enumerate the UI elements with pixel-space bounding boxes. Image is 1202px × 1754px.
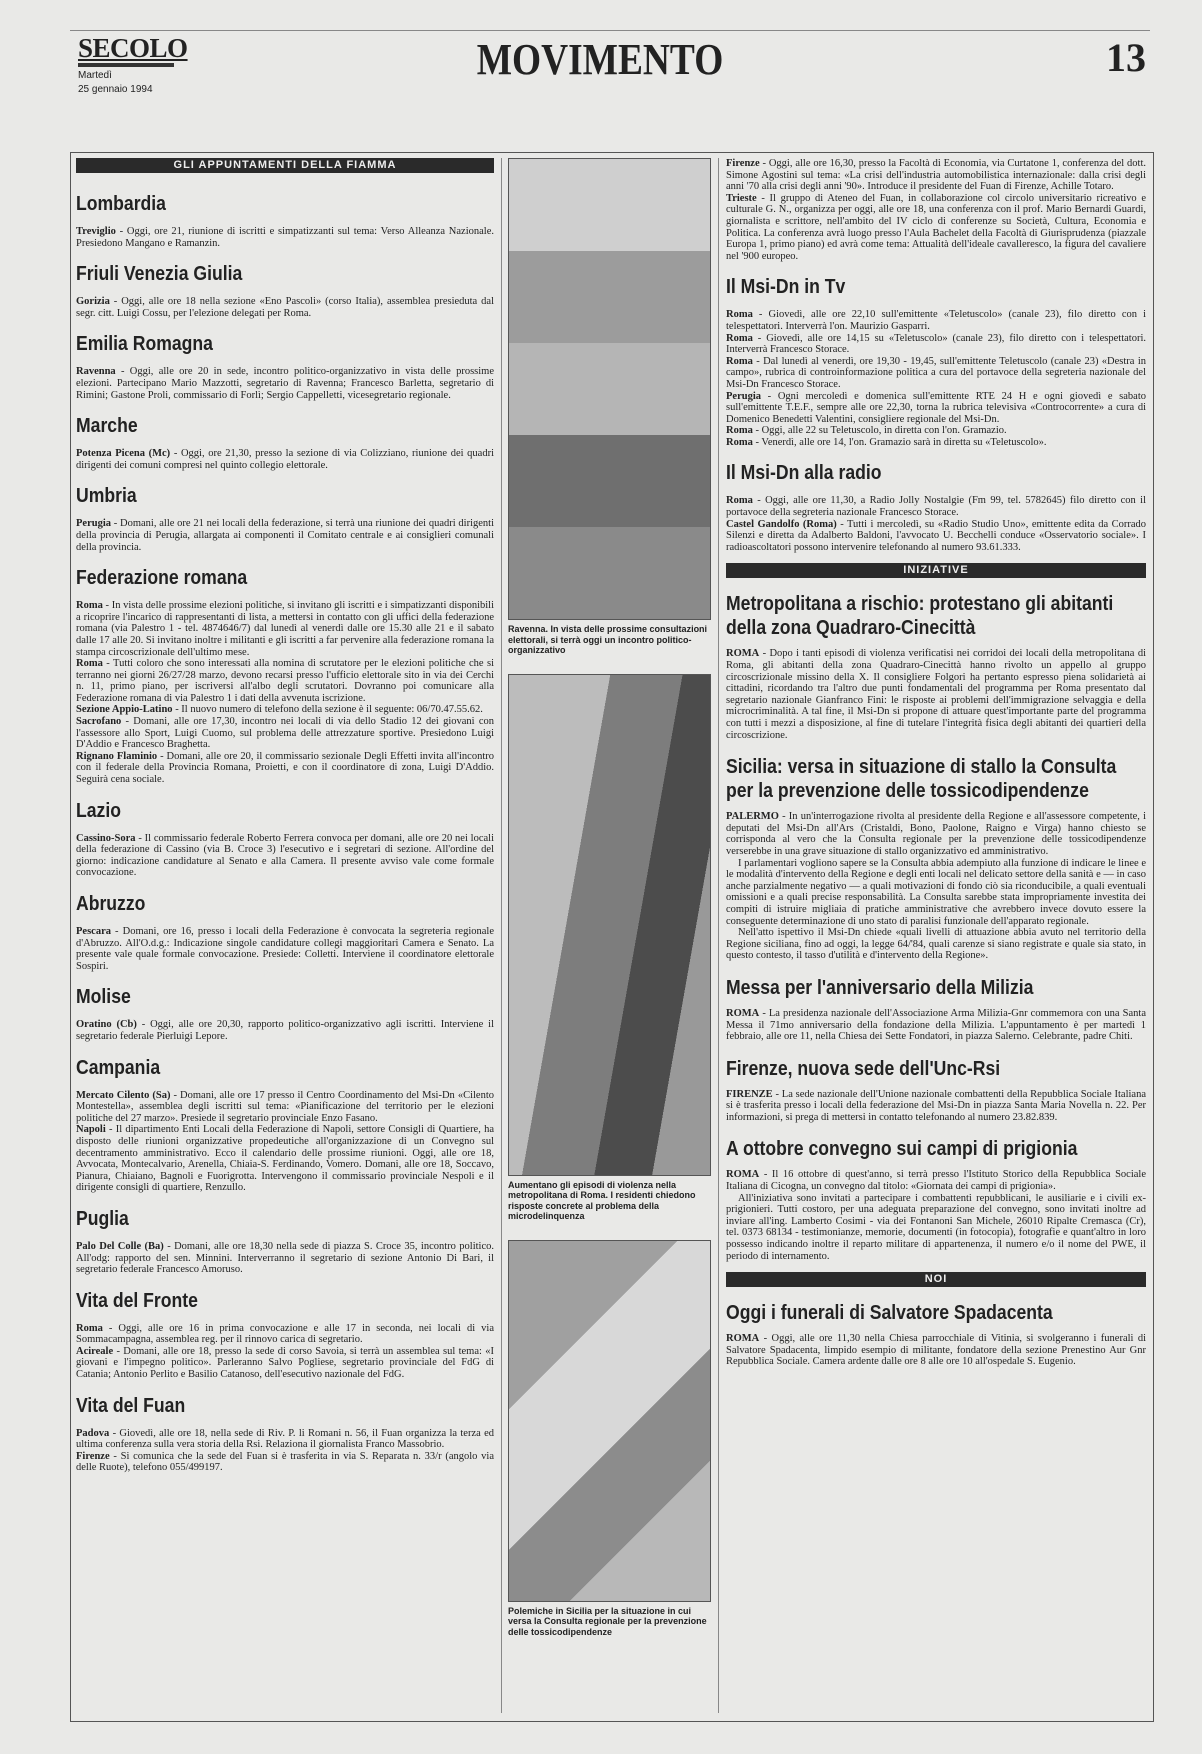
paragraph: [76, 1019, 494, 1042]
paragraph-text: All'iniziativa sono invitati a partecipare i combattenti repubblicani, le ausiliarie e i civili ex-prigionieri. Tutti costoro, per una adeguata preparazione del convegno, sono invitati inoltre ad inviare all'ing. Lamberto Cosimi - via dei Fontanoni San Michele, 26010 Ripalte Cremasca (Cr), tel. 0373 68134 - testimonianze, memorie, documenti (in fotocopia), fotografie e quant'altro in loro possesso indicando inoltre il reparto militare di appartenenza, il numero e/o il nome del PWE, il periodo di internamento.: [726, 1192, 1146, 1262]
paragraph: [76, 716, 494, 751]
place-name: Mercato Cilento (Sa): [76, 1089, 171, 1101]
place-name: Gorizia: [76, 296, 110, 308]
place-name: Roma: [726, 355, 753, 367]
paragraph-text: - Domani, alle ore 17,30, incontro nei locali di via dello Stadio 12 dei giovani con l'assessore allo Sport, Luigi Cuomo, sul problema delle attrezzature sportive. Presiedono Luigi D'Addio e Francesco Braghetta.: [76, 716, 494, 751]
region-heading: Abruzzo: [76, 893, 146, 915]
article-headline: Sicilia: versa in situazione di stallo la Consulta per la prevenzione delle tossicodipendenze: [726, 756, 1117, 803]
articles-list: [726, 592, 1146, 1262]
paragraph-text: - Dopo i tanti episodi di violenza verificatisi nei corridoi dei locali della metropolitana di Roma, gli abitanti della zona Quadraro-Cinecittà hanno rivolto un appello al gruppo circoscrizionale missino della X. Il consigliere Folgori ha pertanto espresso piena solidarietà ai cittadini, ricordando tra l'altro due punti fondamentali del programma per Roma presentato dal segretario nazionale Gianfranco Fini: le risposte ai problemi dell'immigrazione selvaggia e della microcriminalità. A tal fine, il Msi-Dn si propone di attuare quest'importante parte del programma con tutti i mezzi a disposizione, al fine di tutelare l'integrità fisica degli abitanti dei quartieri della circoscrizione.: [726, 648, 1146, 741]
column-rule-left: [501, 158, 502, 1713]
radio-items: [726, 495, 1146, 553]
paragraph: [76, 1346, 494, 1381]
issue-day: Martedì: [78, 70, 112, 81]
article-headline: Metropolitana a rischio: protestano gli abitanti della zona Quadraro-Cinecittà: [726, 593, 1114, 640]
paragraph-text: - Domani, alle ore 20, il commissario sezionale Degli Effetti invita all'incontro con il federale della Provincia Romana, Proietti, e con il coordinatore di zona, Luigi D'Addio. Seguirà cena sociale.: [76, 750, 494, 786]
paragraph: [726, 519, 1146, 554]
photo-caption: Ravenna. In vista delle prossime consultazioni elettorali, si terrà oggi un incontro politico-organizzativo: [508, 624, 708, 655]
place-name: Firenze: [76, 1450, 110, 1462]
region-heading: Vita del Fronte: [76, 1289, 198, 1312]
place-name: Roma: [76, 1322, 103, 1334]
place-name: ROMA: [726, 648, 760, 660]
paragraph-text: - Giovedì, alle ore 14,15 su «Teletuscolo» (canale 23), filo diretto con i telespettatori. Interverrà Francesco Storace.: [726, 332, 1146, 356]
paragraph: [726, 1169, 1146, 1192]
place-name: Napoli: [76, 1124, 106, 1136]
paragraph-text: - Giovedì, alle ore 18, nella sede di Riv. P. li Romani n. 56, il Fuan organizza la terza ed ultima conferenza sulla vera storia della Rsi. Relaziona il giornalista Franco Massobrio.: [76, 1427, 494, 1451]
paragraph: [76, 751, 494, 786]
paragraph: [76, 1090, 494, 1125]
paragraph: [76, 1428, 494, 1451]
paragraph: [76, 600, 494, 658]
place-name: Acireale: [76, 1345, 114, 1357]
paragraph-text: - Venerdì, alle ore 14, l'on. Gramazio sarà in diretta su «Teletuscolo».: [752, 436, 1047, 448]
place-name: Roma: [76, 600, 103, 612]
paragraph-text: - Domani, ore 16, presso i locali della Federazione è convocata la segreteria regionale d'Abruzzo. All'O.d.g.: Indicazione singole candidature collegi maggioritari Camera e Senato. La presente vale quale formale convocazione. Presiede: Colletti. Interviene il coordinatore elettorale Sospiri.: [76, 926, 494, 972]
place-name: Pescara: [76, 926, 111, 937]
paragraph-text: - Oggi, alle ore 16 in prima convocazione e alle 17 in seconda, nei locali di via Sommacampagna, assemblea reg. per il rinnovo carica di segretario.: [76, 1322, 494, 1346]
paragraph-text: - In un'interrogazione rivolta al presidente della Regione e all'assessore competente, i deputati del Msi-Dn all'Ars (Cristaldi, Bono, Paolone, Raigno e Virga) hanno chiesto se corrisponda al vero che la Consulta regionale per la prevenzione delle tossicodipendenze verserebbe in una grave situazione di stallo organizzativo ed amministrativo.: [726, 811, 1146, 857]
paragraph-text: - La presidenza nazionale dell'Associazione Arma Milizia-Gnr commemora con una Santa Messa il 71mo anniversario della fondazione della Milizia. L'appuntamento è per martedì 1 febbraio, alle ore 11, nella Chiesa dei Sette Fondatori, in piazza Salerno. Celebrante, padre Chiti.: [726, 1007, 1146, 1043]
paragraph: [726, 425, 1146, 437]
place-name: Castel Gandolfo (Roma): [726, 518, 837, 530]
paragraph: [726, 333, 1146, 356]
place-name: Cassino-Sora: [76, 832, 136, 844]
region-heading: Marche: [76, 415, 138, 438]
photo-caption: Aumentano gli episodi di violenza nella metropolitana di Roma. I residenti chiedono risposte concrete al problema della microdelinquenza: [508, 1179, 696, 1221]
region-heading: Campania: [76, 1056, 161, 1079]
paragraph-text: - Il gruppo di Ateneo del Fuan, in collaborazione col circolo universitario ricreativo e culturale G. N., organizza per oggi, alle ore 18, una conferenza con il prof. Mario Bernardi Guardi, giornalista e scrittore, nell'ambito del IV ciclo di conferenze su Società, Cultura, Economia e Politica. La conferenza avrà luogo presso l'Aula Bachelet della Facoltà di Giurisprudenza (piazzale Europa 1, primo piano) ed avrà come tema: Attualità dell'ideale cavalleresco, la figura del cavaliere nel '900 europeo.: [726, 192, 1146, 262]
paragraph-text: - Oggi, alle ore 20,30, rapporto politico-organizzativo agli iscritti. Interviene il segretario federale Pierluigi Lepore.: [76, 1019, 495, 1042]
regions-list: [76, 193, 494, 1474]
paragraph-text: - Il 16 ottobre di quest'anno, si terrà presso l'Istituto Storico della Repubblica Sociale Italiana di Cicogna, un convegno dal titolo: «Giornata dei campi di prigionia».: [726, 1169, 1146, 1193]
place-name: Palo Del Colle (Ba): [76, 1240, 164, 1252]
place-name: Sezione Appio-Latino: [76, 704, 173, 716]
paragraph: [76, 658, 494, 704]
paragraph: [76, 1323, 494, 1346]
paragraph-text: I parlamentari vogliono sapere se la Consulta abbia adempiuto alla funzione di indicare le linee e le modalità d'intervento della Regione e degli enti locali nel delicato settore della sanità e — in caso anche parzialmente negativo — a quali motivazioni di fondo ciò sia riconducibile, a quali eventuali omissioni e a quali precise responsabilità. La Consulta sarebbe stata impropriamente investita dei compiti di istruire migliaia di pratiche amministrative che avrebbero invece dovuto essere la conseguente determinazione di uno stato di paralisi funzionale dell'apparato regionale.: [726, 857, 1146, 927]
paragraph-text: - Oggi, alle ore 16,30, presso la Facoltà di Economia, via Curtatone 1, conferenza del dott. Simone Agostini sul tema: «La crisi dell'industria automobilistica internazionale: dalla crisi degli anni '70 alla crisi degli anni '90». Introduce il presidente del Fuan di Firenze, Achille Totaro.: [726, 158, 1146, 193]
header-rule: [70, 30, 1150, 31]
paragraph-text: - Domani, alle ore 17 presso il Centro Coordinamento del Msi-Dn «Cilento Montestella», assemblea degli iscritti sul tema: «Pianificazione del territorio per le elezioni politiche del 27 marzo». Presiede il segretario provinciale Enzo Fasano.: [76, 1089, 494, 1124]
paragraph-text: - Oggi, alle 22 su Teletuscolo, in diretta con l'on. Gramazio.: [752, 425, 1007, 437]
section-band-noi: NOI: [726, 1272, 1146, 1287]
photo-ravenna: [508, 158, 711, 620]
place-name: Roma: [76, 658, 103, 670]
masthead-logo: [78, 33, 188, 95]
paragraph-text: - Il dipartimento Enti Locali della Federazione di Napoli, settore Consigli di Quartiere, ha disposto delle riunioni organizzative propedeutiche all'organizzazione di un Convegno sul decentramento amministrativo. Ecco il calendario delle prossime riunioni. Oggi, alle ore 18, Avvocata, Montecalvario, Arenella, Chiaia-S. Ferdinando, Vomero. Domani, alle ore 18, Soccavo, Pianura, Chiaiano, Bagnoli e Fuorigrotta. Intervengono il commissario provinciale Nespoli e il dirigente consigli di quartiere, Renzullo.: [76, 1124, 494, 1194]
issue-date: 25 gennaio 1994: [78, 84, 153, 95]
paragraph: [726, 1089, 1146, 1124]
place-name: ROMA: [726, 1169, 760, 1181]
paragraph-text: - Domani, alle ore 18, presso la sede di corso Savoia, si terrà un assemblea sul tema: «I giovani e l'impegno politico». Parleranno Salvo Pogliese, segretario provinciale del FdG di Catania; Antonio Perlito e Basilio Catanoso, dell'esecutivo nazionale del FdG.: [76, 1345, 494, 1381]
region-heading: Lazio: [76, 799, 121, 822]
column-rule-right: [718, 158, 719, 1713]
region-heading: Vita del Fuan: [76, 1394, 186, 1417]
paragraph-text: - Il commissario federale Roberto Ferrera convoca per domani, alle ore 20 nei locali della federazione di Cassino (via B. Croce 3) l'esecutivo e i segretari di sezione. All'ordine del giorno: indicazione candidature al Senato e alla Camera. Il presente avviso vale come formale convocazione.: [76, 832, 494, 879]
paragraph: [76, 704, 494, 716]
paragraph-text: - Oggi, alle ore 18 nella sezione «Eno Pascoli» (corso Italia), assemblea presieduta dal segr. citt. Luigi Cossu, per l'elezione delegati per Roma.: [76, 296, 494, 319]
place-name: Roma: [726, 436, 753, 448]
obituary-body: [726, 1333, 1146, 1368]
paragraph-text: - Oggi, alle ore 11,30, a Radio Jolly Nostalgie (Fm 99, tel. 5782645) filo diretto con il portavoce della segreteria nazionale Francesco Storace.: [726, 495, 1146, 519]
paragraph: [726, 1333, 1146, 1368]
paragraph-text: - Il nuovo numero di telefono della sezione è il seguente: 06/70.47.55.62.: [172, 704, 483, 716]
paragraph: [76, 833, 494, 879]
place-name: PALERMO: [726, 811, 779, 823]
paragraph-text: - In vista delle prossime elezioni politiche, si invitano gli iscritti e i simpatizzanti disponibili a ricoprire l'incarico di rappresentanti di lista, a mettersi in contatto con gli uffici della federazione romana (via Palestro 1 - tel. 4874646/7) dal lunedì al venerdì dalle ore 15.30 alle 21 e il sabato dalle 17 alle 20. Si invitano inoltre i militanti e gli iscritti a far pervenire alla federazione romana la stampa circoscrizionale dell'ultimo mese.: [76, 600, 494, 658]
region-heading: Molise: [76, 986, 131, 1009]
paragraph-text: - Tutti coloro che sono interessati alla nomina di scrutatore per le elezioni politiche che si terranno nei giorni 26/27/28 marzo, devono recarsi presso l'ufficio elettorale sito in via dei Cerchi n. 11, primo piano, per iscriversi all'albo degli scrutatori. Dovranno poi comunicare alla Federazione romana di via Palestro 1 i dati della avvenuta iscrizione.: [76, 658, 494, 704]
article-headline: Messa per l'anniversario della Milizia: [726, 976, 1034, 999]
place-name: Treviglio: [76, 226, 116, 237]
paragraph: [76, 448, 494, 471]
place-name: Roma: [726, 495, 753, 507]
paragraph-text: - Oggi, ore 21,30, presso la sezione di via Colizziano, riunione dei quadri dirigenti dei comuni compresi nel quinto collegio elettorale.: [76, 448, 494, 471]
paragraph-text: - Domani, alle ore 18,30 nella sede di piazza S. Croce 35, incontro politico. All'odg: rapporto del sen. Minnini. Interverranno il segretario di sezione Antonio Di Bari, il segretario federale Francesco Amoruso.: [76, 1240, 495, 1276]
intro-items: [726, 158, 1146, 262]
tv-heading: Il Msi-Dn in Tv: [726, 276, 846, 299]
logo-name: SECOLO: [78, 33, 188, 63]
place-name: Roma: [726, 332, 753, 344]
section-band-appuntamenti: GLI APPUNTAMENTI DELLA FIAMMA: [76, 158, 494, 173]
paragraph-text: - Ogni mercoledì e domenica sull'emittente RTE 24 H e ogni giovedì e sabato sull'emittente T.E.F., sempre alle ore 22,30, torna la rubrica televisiva «Controcorrente» a cura di Domenico Benedetti Valentini, consigliere regionale del Msi-Dn.: [726, 390, 1146, 425]
article-headline: A ottobre convegno sui campi di prigionia: [726, 1138, 1078, 1161]
place-name: Potenza Picena (Mc): [76, 448, 171, 460]
paragraph: [76, 1124, 494, 1194]
place-name: Sacrofano: [76, 716, 122, 728]
place-name: Firenze: [726, 158, 760, 169]
paragraph: [726, 158, 1146, 193]
tv-items: [726, 309, 1146, 448]
logo-bar: [78, 63, 174, 67]
section-band-iniziative: INIZIATIVE: [726, 563, 1146, 578]
place-name: Oratino (Cb): [76, 1019, 137, 1031]
region-heading: Emilia Romagna: [76, 333, 213, 356]
paragraph: [726, 309, 1146, 332]
paragraph: [76, 518, 494, 553]
paragraph: [726, 391, 1146, 426]
photo-metro: [508, 674, 711, 1176]
paragraph-text: Nell'atto ispettivo il Msi-Dn chiede «quali livelli di attuazione abbia avuto nel territorio della Regione siciliana, fino ad oggi, la legge 64/'84, quali carenze si siano registrate e quale sia stato, in questo contesto, il tasso d'utilità e d'intervento della Regione».: [726, 927, 1146, 962]
paragraph: [726, 495, 1146, 518]
place-name: Perugia: [726, 390, 761, 402]
place-name: FIRENZE: [726, 1088, 773, 1100]
paragraph-text: - Oggi, alle ore 20 in sede, incontro politico-organizzativo in vista delle prossime elezioni. Partecipano Mario Mazzotti, segretario di Ravenna; Francesco Barletta, segretario di Rimini; Gastone Proli, commissario di Forlì; Sergio Cappelletti, vicesegretario regionale.: [76, 366, 494, 401]
place-name: Rignano Flaminio: [76, 750, 158, 762]
page-number: 13: [1106, 35, 1146, 80]
paragraph: [726, 193, 1146, 263]
paragraph-text: - Tutti i mercoledì, su «Radio Studio Uno», emittente edita da Corrado Silenzi e diretta da Adalberto Baldoni, l'avvocato U. Becchelli conduce «Osservatorio sociale». I radioascoltatori possono intervenire telefonando al numero 93.61.333.: [726, 518, 1146, 553]
paragraph: [726, 1193, 1146, 1263]
photo-caption: Polemiche in Sicilia per la situazione in cui versa la Consulta regionale per la prevenzione delle tossicodipendenze: [508, 1605, 707, 1637]
paragraph: [726, 1008, 1146, 1043]
region-heading: Puglia: [76, 1207, 129, 1230]
photo-sicilia: [508, 1240, 711, 1602]
paragraph-text: - Oggi, ore 21, riunione di iscritti e simpatizzanti sul tema: Verso Alleanza Nazionale. Presiedono Mangano e Ramanzin.: [76, 226, 494, 249]
place-name: Roma: [726, 425, 753, 437]
place-name: Perugia: [76, 518, 111, 530]
place-name: Padova: [76, 1427, 110, 1439]
paragraph: [726, 648, 1146, 741]
middle-column: [508, 158, 711, 1655]
paragraph-text: - La sede nazionale dell'Unione nazionale combattenti della Repubblica Sociale Italiana si è trasferita presso i locali della federazione del Msi-Dn in piazza Santa Maria Novella n. 22. Per informazioni, si prega di mettersi in contatto telefonando al numero 23.82.839.: [726, 1088, 1146, 1123]
region-heading: Lombardia: [76, 193, 166, 215]
paragraph-text: - Oggi, alle ore 11,30 nella Chiesa parrocchiale di Vitinia, si svolgeranno i funerali di Salvatore Spadacenta, limpido esempio di militante, fondatore della sezione Prenestino Aur Gnr Repubblica Sociale. Camera ardente dalle ore 8 alle ore 10 all'ospedale S. Eugenio.: [726, 1333, 1146, 1368]
paragraph: [726, 811, 1146, 857]
paragraph-text: - Dal lunedì al venerdì, ore 19,30 - 19,45, sull'emittente Teletuscolo (canale 23) «Destra in campo», rubrica di controinformazione politica a cura del portavoce della segreteria nazionale del Msi-Dn Francesco Storace.: [726, 355, 1146, 390]
paragraph: [76, 226, 494, 249]
paragraph: [726, 356, 1146, 391]
paragraph: [76, 926, 494, 972]
place-name: ROMA: [726, 1333, 760, 1345]
paragraph: [76, 1451, 494, 1474]
article-headline: Firenze, nuova sede dell'Unc-Rsi: [726, 1057, 1001, 1080]
region-heading: Friuli Venezia Giulia: [76, 263, 243, 286]
paragraph: [76, 366, 494, 401]
place-name: Ravenna: [76, 366, 116, 378]
paragraph-text: - Domani, alle ore 21 nei locali della federazione, si terrà una riunione dei quadri dirigenti della provincia di Perugia, allargata ai componenti il Comitato centrale e ai consiglieri comunali della provincia.: [76, 518, 494, 553]
left-column: [76, 158, 494, 1474]
place-name: ROMA: [726, 1007, 760, 1019]
paragraph: [726, 858, 1146, 928]
region-heading: Federazione romana: [76, 567, 248, 590]
paragraph-text: - Giovedì, alle ore 22,10 sull'emittente «Teletuscolo» (canale 23), filo diretto con i telespettatori. Interverrà l'on. Maurizio Gasparri.: [726, 309, 1146, 332]
radio-heading: Il Msi-Dn alla radio: [726, 462, 882, 485]
paragraph: [726, 927, 1146, 962]
section-title: MOVIMENTO: [476, 35, 724, 84]
region-heading: Umbria: [76, 485, 137, 508]
obituary-headline: Oggi i funerali di Salvatore Spadacenta: [726, 1302, 1053, 1325]
paragraph: [726, 437, 1146, 449]
paragraph-text: - Si comunica che la sede del Fuan si è trasferita in via S. Reparata n. 33/r (angolo via delle Ruote), telefono 055/499197.: [76, 1450, 494, 1474]
place-name: Trieste: [726, 192, 757, 204]
paragraph: [76, 296, 494, 319]
paragraph: [76, 1241, 494, 1276]
right-column: [726, 158, 1146, 1368]
place-name: Roma: [726, 309, 753, 321]
